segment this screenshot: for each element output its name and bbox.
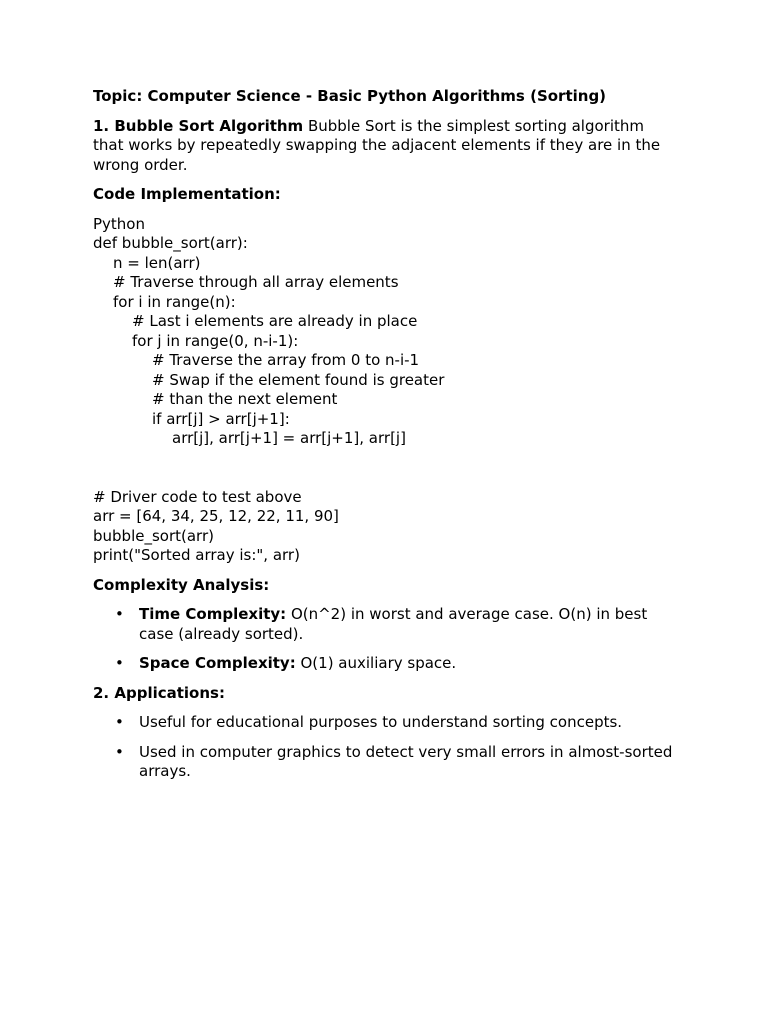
bullet-icon: • [115,605,124,623]
code-line-8: # Swap if the element found is greater [152,370,445,389]
code-line-7: # Traverse the array from 0 to n-i-1 [152,351,420,369]
code-line-2: n = len(arr) [113,253,201,272]
code-line-4: for i in range(n): [113,292,236,311]
code-line-11: arr[j], arr[j+1] = arr[j+1], arr[j] [172,429,406,447]
application-item-2: Used in computer graphics to detect very small errors in almost-sorted arrays. [139,742,673,780]
list-item [93,605,673,644]
code-line-1: def bubble_sort(arr): [93,234,248,252]
code-line-5: # Last i elements are already in place [132,312,418,330]
applications-heading: 2. Applications: [93,683,225,702]
code-line-12: # Driver code to test above [93,487,302,506]
time-complexity-label: Time Complexity: [139,605,287,623]
list-item [93,713,673,733]
section1-body: Bubble Sort is the simplest sorting algorithm that works by repeatedly swapping the adjacent elements if they are in the wrong order. [93,116,661,174]
application-item-1: Useful for educational purposes to understand sorting concepts. [139,713,623,731]
topic-heading: Topic: Computer Science - Basic Python Algorithms (Sorting) [93,87,607,105]
code-line-14: bubble_sort(arr) [93,526,214,545]
complexity-heading: Complexity Analysis: [93,575,270,594]
space-complexity-text: O(1) auxiliary space. [295,654,457,672]
code-line-3: # Traverse through all array elements [113,273,399,291]
bullet-icon: • [115,742,124,761]
time-complexity-text: O(n^2) in worst and average case. O(n) in best case (already sorted). [139,605,648,643]
code-heading: Code Implementation: [93,185,281,203]
document-page [93,87,673,782]
list-item [93,654,673,674]
code-line-9: # than the next element [152,390,338,408]
space-complexity-label: Space Complexity: [139,654,296,672]
code-line-13: arr = [64, 34, 25, 12, 22, 11, 90] [93,507,339,525]
list-item [93,743,673,782]
section1-heading: 1. Bubble Sort Algorithm [93,116,304,135]
applications-list [93,713,673,782]
code-line-6: for j in range(0, n-i-1): [132,331,299,350]
complexity-list [93,605,673,674]
code-line-10: if arr[j] > arr[j+1]: [152,409,290,428]
bullet-icon: • [115,654,124,672]
bullet-icon: • [115,713,124,731]
code-line-15: print("Sorted array is:", arr) [93,546,300,564]
code-language: Python [93,214,145,233]
bubble-sort-intro [93,117,673,176]
